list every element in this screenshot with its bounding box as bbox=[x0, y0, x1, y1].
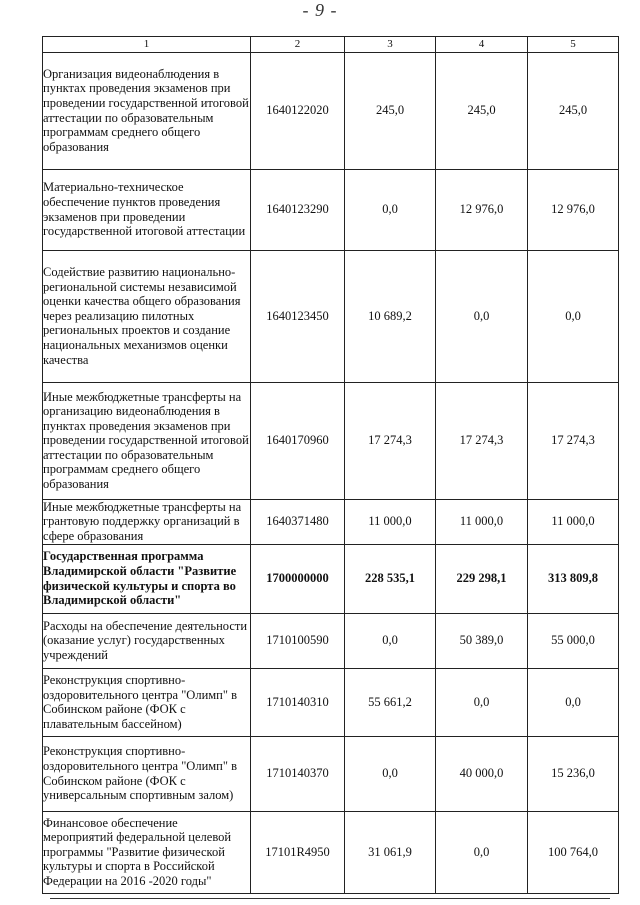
row-name: Иные межбюджетные трансферты на организацию видеонаблюдения в пунктах проведения экзаменов при проведении государственной итоговой аттестации по образовательным программам среднего общего образования bbox=[43, 382, 251, 499]
row-value-col5: 0,0 bbox=[528, 668, 619, 736]
row-code: 1710100590 bbox=[251, 613, 345, 668]
bottom-divider bbox=[50, 898, 610, 899]
row-value-col4: 12 976,0 bbox=[436, 169, 528, 250]
row-code: 1640123290 bbox=[251, 169, 345, 250]
row-name: Реконструкция спортивно-оздоровительного центра "Олимп" в Собинском районе (ФОК с универсальным спортивным залом) bbox=[43, 736, 251, 811]
table-body bbox=[43, 52, 619, 893]
column-number-4: 4 bbox=[436, 37, 528, 53]
row-value-col5: 313 809,8 bbox=[528, 544, 619, 613]
row-value-col3: 31 061,9 bbox=[345, 811, 436, 893]
row-value-col5: 55 000,0 bbox=[528, 613, 619, 668]
row-value-col5: 245,0 bbox=[528, 52, 619, 169]
table-row bbox=[43, 668, 619, 736]
row-name: Содействие развитию национально-региональной системы независимой оценки качества общего образования через реализацию пилотных региональных проектов и создание национальных механизмов оценки качества bbox=[43, 250, 251, 382]
row-value-col4: 0,0 bbox=[436, 668, 528, 736]
row-value-col5: 12 976,0 bbox=[528, 169, 619, 250]
row-code: 1700000000 bbox=[251, 544, 345, 613]
row-value-col3: 55 661,2 bbox=[345, 668, 436, 736]
table-row bbox=[43, 811, 619, 893]
row-value-col3: 228 535,1 bbox=[345, 544, 436, 613]
row-name: Финансовое обеспечение мероприятий федеральной целевой программы "Развитие физической культуры и спорта в Российской Федерации на 2016 -2020 годы" bbox=[43, 811, 251, 893]
row-name: Материально-техническое обеспечение пунктов проведения экзаменов при проведении государственной итоговой аттестации bbox=[43, 169, 251, 250]
row-value-col3: 245,0 bbox=[345, 52, 436, 169]
row-code: 1710140310 bbox=[251, 668, 345, 736]
row-value-col4: 17 274,3 bbox=[436, 382, 528, 499]
table-row bbox=[43, 613, 619, 668]
page-number: - 9 - bbox=[302, 0, 338, 20]
table-row bbox=[43, 499, 619, 544]
row-value-col3: 17 274,3 bbox=[345, 382, 436, 499]
row-value-col5: 15 236,0 bbox=[528, 736, 619, 811]
row-value-col3: 0,0 bbox=[345, 169, 436, 250]
row-value-col4: 0,0 bbox=[436, 811, 528, 893]
budget-table bbox=[42, 36, 619, 894]
row-code: 1640122020 bbox=[251, 52, 345, 169]
row-value-col4: 40 000,0 bbox=[436, 736, 528, 811]
table-row bbox=[43, 736, 619, 811]
row-name: Государственная программа Владимирской области "Развитие физической культуры и спорта во Владимирской области" bbox=[43, 544, 251, 613]
row-value-col3: 0,0 bbox=[345, 613, 436, 668]
row-value-col3: 11 000,0 bbox=[345, 499, 436, 544]
row-value-col5: 11 000,0 bbox=[528, 499, 619, 544]
row-value-col5: 100 764,0 bbox=[528, 811, 619, 893]
row-value-col4: 245,0 bbox=[436, 52, 528, 169]
table-row bbox=[43, 52, 619, 169]
column-number-3: 3 bbox=[345, 37, 436, 53]
row-code: 1710140370 bbox=[251, 736, 345, 811]
row-value-col4: 229 298,1 bbox=[436, 544, 528, 613]
row-code: 1640170960 bbox=[251, 382, 345, 499]
row-name: Реконструкция спортивно-оздоровительного центра "Олимп" в Собинском районе (ФОК с плавательным бассейном) bbox=[43, 668, 251, 736]
row-value-col3: 0,0 bbox=[345, 736, 436, 811]
row-value-col5: 0,0 bbox=[528, 250, 619, 382]
row-name: Организация видеонаблюдения в пунктах проведения экзаменов при проведении государственной итоговой аттестации по образовательным программам среднего общего образования bbox=[43, 52, 251, 169]
row-name: Расходы на обеспечение деятельности (оказание услуг) государственных учреждений bbox=[43, 613, 251, 668]
table-row bbox=[43, 544, 619, 613]
row-value-col5: 17 274,3 bbox=[528, 382, 619, 499]
row-value-col3: 10 689,2 bbox=[345, 250, 436, 382]
row-name: Иные межбюджетные трансферты на грантовую поддержку организаций в сфере образования bbox=[43, 499, 251, 544]
column-number-row bbox=[43, 37, 619, 53]
table-row bbox=[43, 382, 619, 499]
row-code: 1640371480 bbox=[251, 499, 345, 544]
column-number-5: 5 bbox=[528, 37, 619, 53]
row-code: 1640123450 bbox=[251, 250, 345, 382]
row-value-col4: 50 389,0 bbox=[436, 613, 528, 668]
row-value-col4: 11 000,0 bbox=[436, 499, 528, 544]
table-row bbox=[43, 169, 619, 250]
row-value-col4: 0,0 bbox=[436, 250, 528, 382]
column-number-1: 1 bbox=[43, 37, 251, 53]
table-row bbox=[43, 250, 619, 382]
column-number-2: 2 bbox=[251, 37, 345, 53]
row-code: 17101R4950 bbox=[251, 811, 345, 893]
